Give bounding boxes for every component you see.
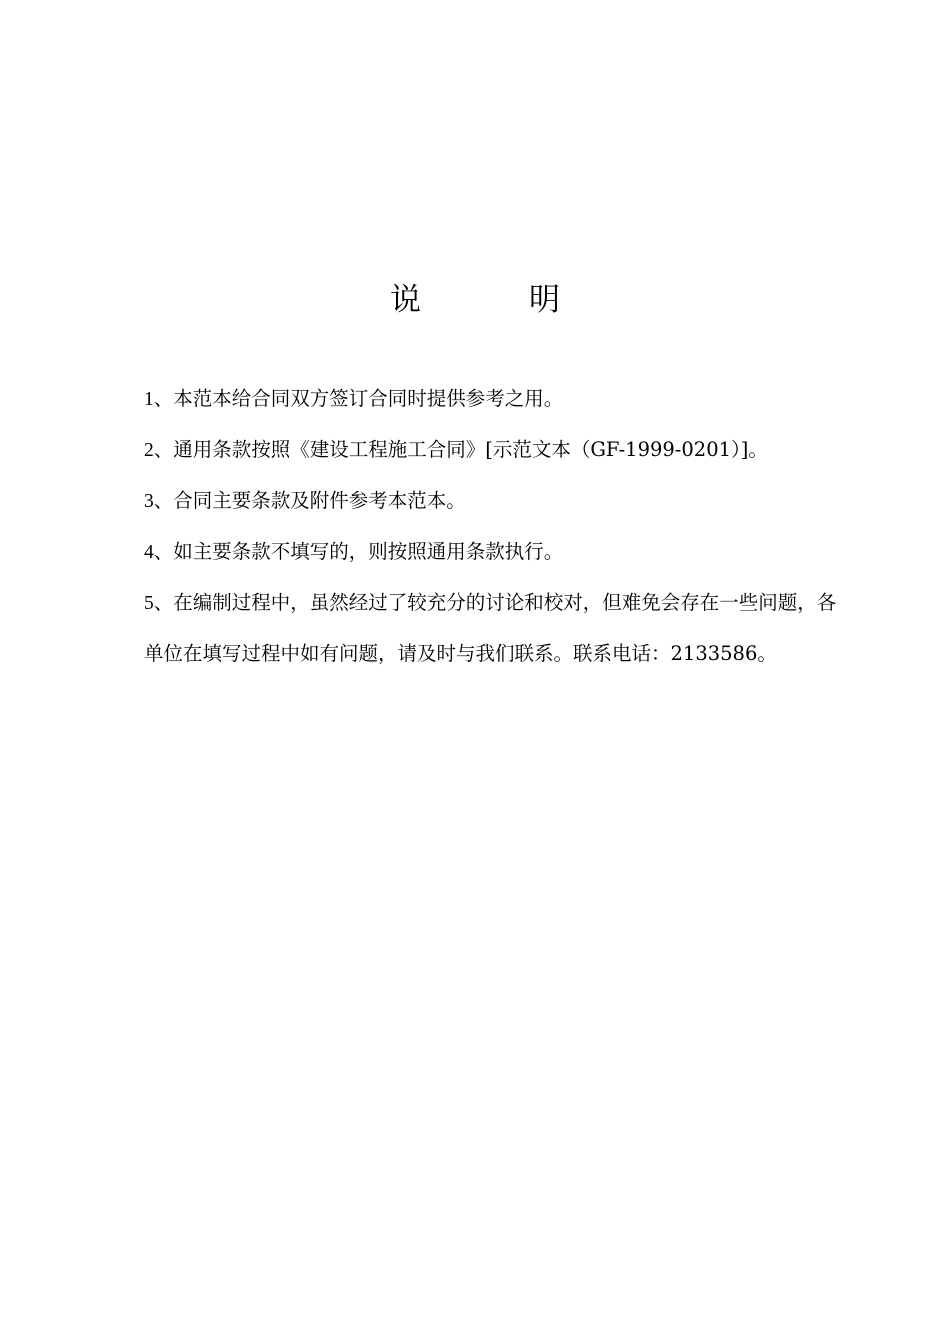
instruction-item-1 bbox=[144, 374, 850, 425]
item-number: 3 bbox=[144, 491, 154, 512]
item-text: 、在编制过程中，虽然经过了较充分的讨论和校对，但难免会存在一些问题，各单位在填写过程中如有问题，请及时与我们联系。联系电话：2133586。 bbox=[144, 591, 837, 665]
item-text: 、本范本给合同双方签订合同时提供参考之用。 bbox=[153, 387, 564, 410]
instructions-list bbox=[144, 374, 850, 679]
page-title bbox=[0, 280, 950, 320]
instruction-item-5 bbox=[144, 578, 850, 679]
item-number: 1 bbox=[144, 389, 154, 410]
instruction-item-3 bbox=[144, 476, 850, 527]
title-char-1: 说 bbox=[390, 282, 421, 318]
item-text: 、通用条款按照《建设工程施工合同》[示范文本（GF-1999-0201）]。 bbox=[153, 438, 768, 461]
item-text: 、如主要条款不填写的，则按照通用条款执行。 bbox=[153, 540, 564, 563]
title-char-2: 明 bbox=[529, 282, 560, 318]
item-number: 5 bbox=[144, 593, 154, 614]
item-number: 4 bbox=[144, 542, 154, 563]
instruction-item-2 bbox=[144, 425, 850, 476]
item-text: 、合同主要条款及附件参考本范本。 bbox=[153, 489, 466, 512]
instruction-item-4 bbox=[144, 527, 850, 578]
item-number: 2 bbox=[144, 440, 154, 461]
